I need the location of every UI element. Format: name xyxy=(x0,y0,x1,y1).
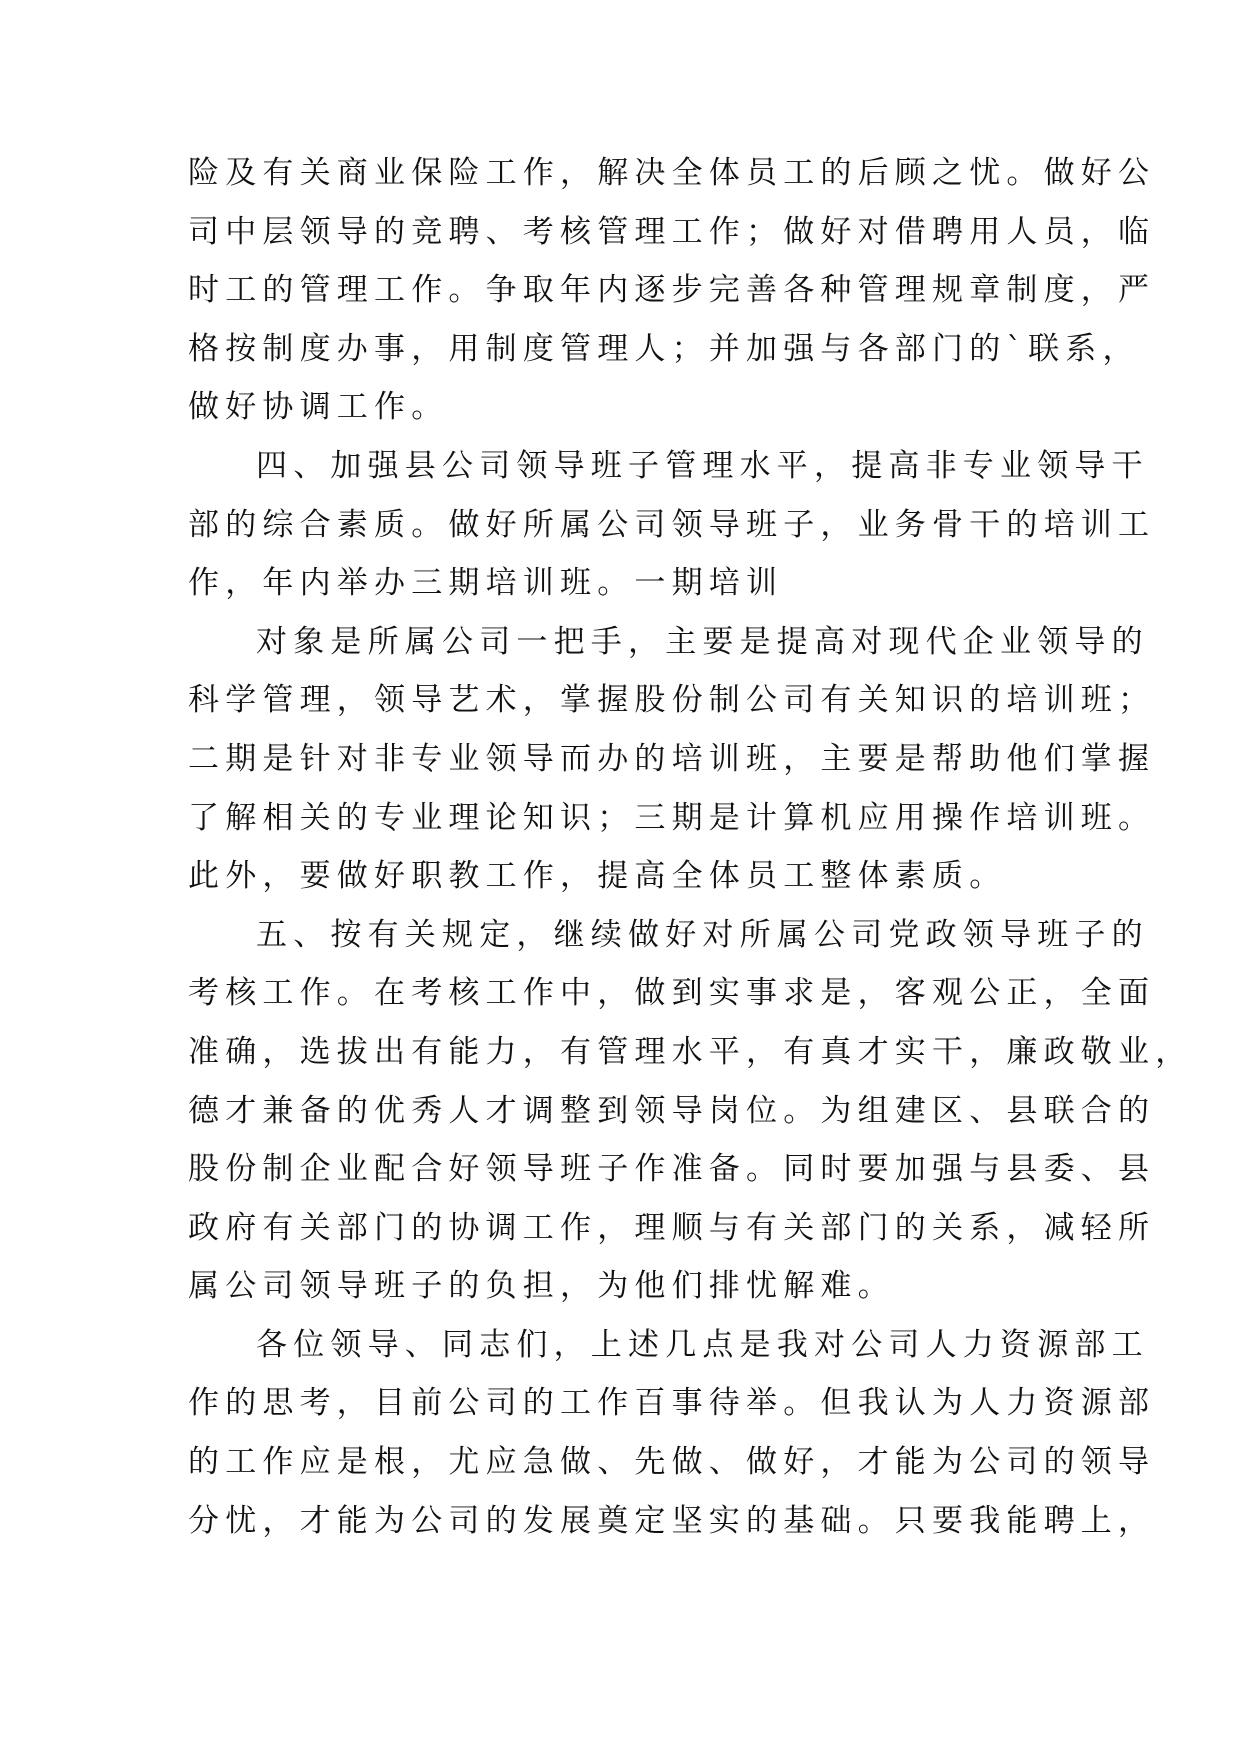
text-line: 司中层领导的竞聘、考核管理工作；做好对借聘用人员，临 xyxy=(188,213,1156,250)
text-line: 做好协调工作。 xyxy=(188,389,449,426)
text-line: 考核工作。在考核工作中，做到实事求是，客观公正，全面 xyxy=(188,975,1156,1012)
text-line: 二期是针对非专业领导而办的培训班，主要是帮助他们掌握 xyxy=(188,740,1156,777)
paragraph-start-line: 四、加强县公司领导班子管理水平，提高非专业领导干 xyxy=(256,447,1149,484)
text-line: 科学管理，领导艺术，掌握股份制公司有关知识的培训班； xyxy=(188,682,1156,719)
text-line: 险及有关商业保险工作，解决全体员工的后顾之忧。做好公 xyxy=(188,155,1156,191)
paragraph-start-line: 各位领导、同志们，上述几点是我对公司人力资源部工 xyxy=(256,1326,1149,1363)
text-line: 的工作应是根，尤应急做、先做、做好，才能为公司的领导 xyxy=(188,1444,1156,1481)
text-line: 准确，选拔出有能力，有管理水平，有真才实干，廉政敬业， xyxy=(188,1033,1193,1070)
text-line: 此外，要做好职教工作，提高全体员工整体素质。 xyxy=(188,858,1007,895)
text-line: 属公司领导班子的负担，为他们排忧解难。 xyxy=(188,1268,895,1305)
text-line: 德才兼备的优秀人才调整到领导岗位。为组建区、县联合的 xyxy=(188,1092,1156,1129)
body-text xyxy=(188,144,1193,1550)
paragraph-start-line: 对象是所属公司一把手，主要是提高对现代企业领导的 xyxy=(256,623,1149,660)
text-line: 部的综合素质。做好所属公司领导班子，业务骨干的培训工 xyxy=(188,506,1156,543)
text-line: 了解相关的专业理论知识；三期是计算机应用操作培训班。 xyxy=(188,799,1156,836)
text-line: 政府有关部门的协调工作，理顺与有关部门的关系，减轻所 xyxy=(188,1209,1156,1246)
paragraph-start-line: 五、按有关规定，继续做好对所属公司党政领导班子的 xyxy=(256,916,1149,953)
text-line: 分忧，才能为公司的发展奠定坚实的基础。只要我能聘上， xyxy=(188,1502,1156,1539)
text-line: 时工的管理工作。争取年内逐步完善各种管理规章制度，严 xyxy=(188,272,1156,309)
text-line: 作，年内举办三期培训班。一期培训 xyxy=(188,565,784,602)
text-line: 格按制度办事，用制度管理人；并加强与各部门的`联系， xyxy=(188,330,1140,367)
text-line: 股份制企业配合好领导班子作准备。同时要加强与县委、县 xyxy=(188,1151,1156,1188)
text-line: 作的思考，目前公司的工作百事待举。但我认为人力资源部 xyxy=(188,1385,1156,1422)
